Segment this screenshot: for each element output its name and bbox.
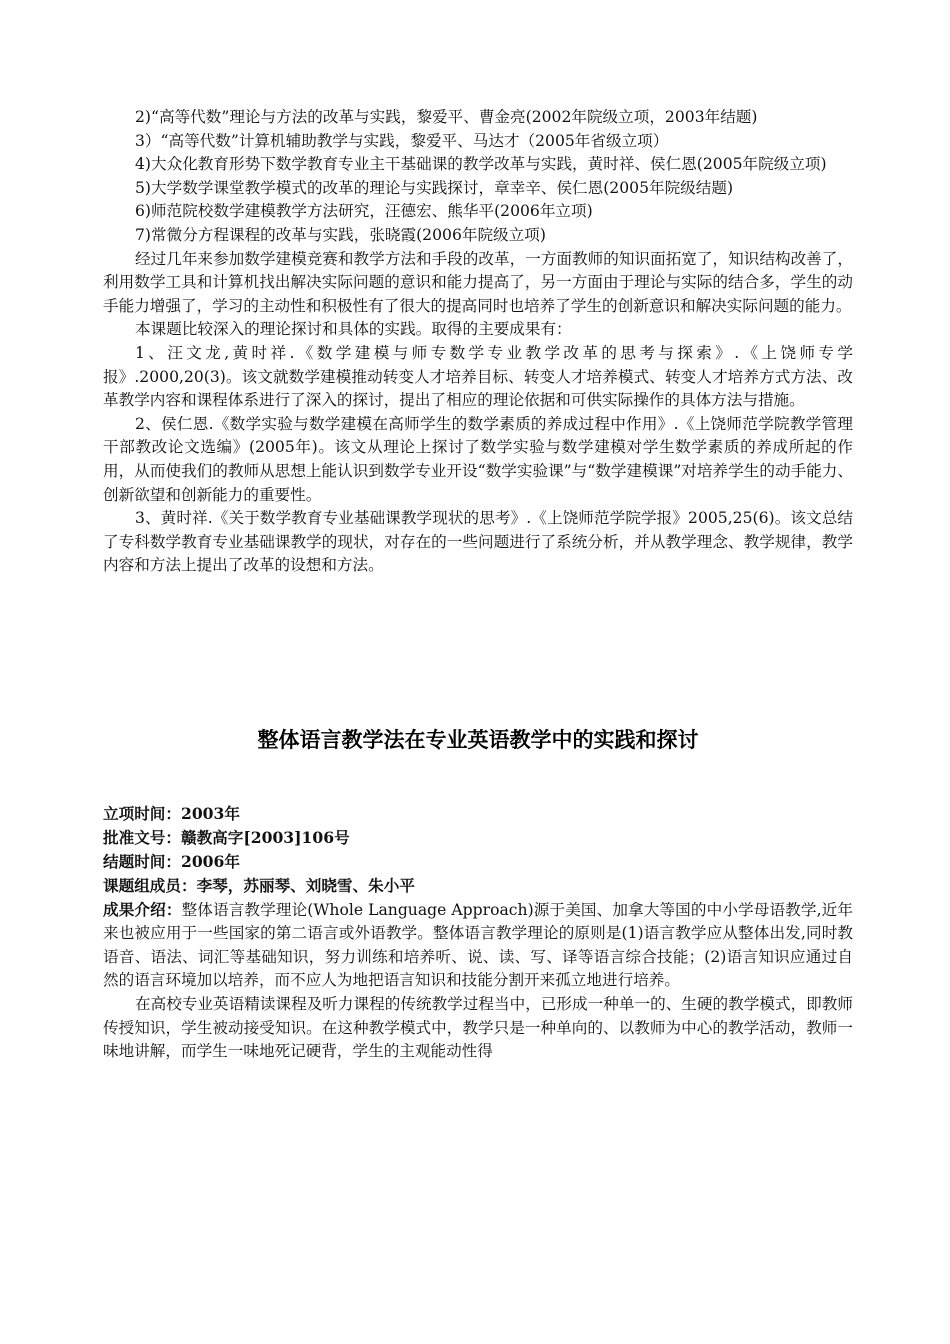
- members-row: [103, 874, 853, 898]
- results-intro: 本课题比较深入的理论探讨和具体的实践。取得的主要成果有：: [135, 320, 572, 339]
- end-time-value: 2006年: [180, 852, 240, 872]
- summary-paragraph: 经过几年来参加数学建模竞赛和教学方法和手段的改革，一方面教师的知识面拓宽了，知识结构改善了，利用数学工具和计算机找出解决实际问题的意识和能力提高了，另一方面由于理论与实际的结合多，学生的动手能力增强了，学习的主动性和积极性有了很大的提高同时也培养了学生的创新意识和解决实际问题的能力。: [103, 249, 853, 315]
- start-time-label: 立项时间：: [103, 804, 181, 823]
- end-time-row: [103, 850, 853, 874]
- item-5: 5)大学数学课堂教学模式的改革的理论与实践探讨，章幸辛、侯仁恩(2005年院级结题): [135, 178, 734, 197]
- project-paragraph-2: 在高校专业英语精读课程及听力课程的传统教学过程当中，已形成一种单一的、生硬的教学模式，即教师传授知识，学生被动接受知识。在这种教学模式中，教学只是一种单向的、以教师为中心的教学活动，教师一味地讲解，而学生一味地死记硬背，学生的主观能动性得: [103, 995, 853, 1061]
- spacer: [103, 578, 853, 726]
- members-label: 课题组成员：: [103, 877, 197, 896]
- item-7: 7)常微分方程课程的改革与实践，张晓霞(2006年院级立项): [135, 225, 546, 244]
- intro-text: 整体语言教学理论(Whole Language Approach)源于美国、加拿大等国的中小学母语教学,近年来也被应用于一些国家的第二语言或外语教学。整体语言教学理论的原则是(1)语言教学应从整体出发,同时教语音、语法、词汇等基础知识，努力训练和培养听、说、读、写、译等语言综合技能；(2)语言知识应通过自然的语言环境加以培养，而不应人为地把语言知识和技能分割开来孤立地进行培养。: [103, 900, 853, 990]
- item-4: 4)大众化教育形势下数学教育专业主干基础课的教学改革与实践，黄时祥、侯仁恩(2005年院级立项): [135, 155, 827, 174]
- start-time-row: [103, 802, 853, 826]
- approval-row: [103, 826, 853, 850]
- approval-label: 批准文号：: [103, 829, 181, 848]
- members-value: 李琴，苏丽琴、刘晓雪、朱小平: [196, 876, 415, 896]
- document-page: [103, 106, 853, 1064]
- end-time-label: 结题时间：: [103, 853, 181, 872]
- item-2: 2)“高等代数”理论与方法的改革与实践，黎爱平、曹金亮(2002年院级立项，2003年结题): [135, 108, 758, 126]
- approval-value: 赣教高字[2003]106号: [180, 828, 350, 848]
- result-1: 1、汪文龙,黄时祥.《数学建模与师专数学专业教学改革的思考与探索》.《上饶师专学报》.2000,20(3)。该文就数学建模推动转变人才培养目标、转变人才培养模式、转变人才培养方式方法、改革教学内容和课程体系进行了深入的探讨，提出了相应的理论依据和可供实际操作的具体方法与措施。: [103, 343, 853, 410]
- intro-paragraph: [103, 899, 853, 993]
- item-6: 6)师范院校数学建模教学方法研究，汪德宏、熊华平(2006年立项): [135, 202, 593, 221]
- item-3: 3）“高等代数”计算机辅助教学与实践，黎爱平、马达才（2005年省级立项）: [135, 131, 669, 150]
- result-3: 3、黄时祥.《关于数学教育专业基础课教学现状的思考》.《上饶师范学院学报》2005,25(6)。该文总结了专科数学教育专业基础课教学的现状，对存在的一些问题进行了系统分析，并从教学理念、教学规律，教学内容和方法上提出了改革的设想和方法。: [103, 509, 853, 575]
- project-title: 整体语言教学法在专业英语教学中的实践和探讨: [257, 727, 699, 752]
- intro-label: 成果介绍：: [103, 900, 182, 919]
- start-time-value: 2003年: [180, 803, 240, 823]
- result-2: 2、侯仁恩.《数学实验与数学建模在高师学生的数学素质的养成过程中作用》.《上饶师范学院教学管理干部教改论文选编》(2005年)。该文从理论上探讨了数学实验与数学建模对学生数学素质的养成所起的作用，从而使我们的教师从思想上能认识到数学专业开设“数学实验课”与“数学建模课”对培养学生的动手能力、创新欲望和创新能力的重要性。: [103, 414, 853, 504]
